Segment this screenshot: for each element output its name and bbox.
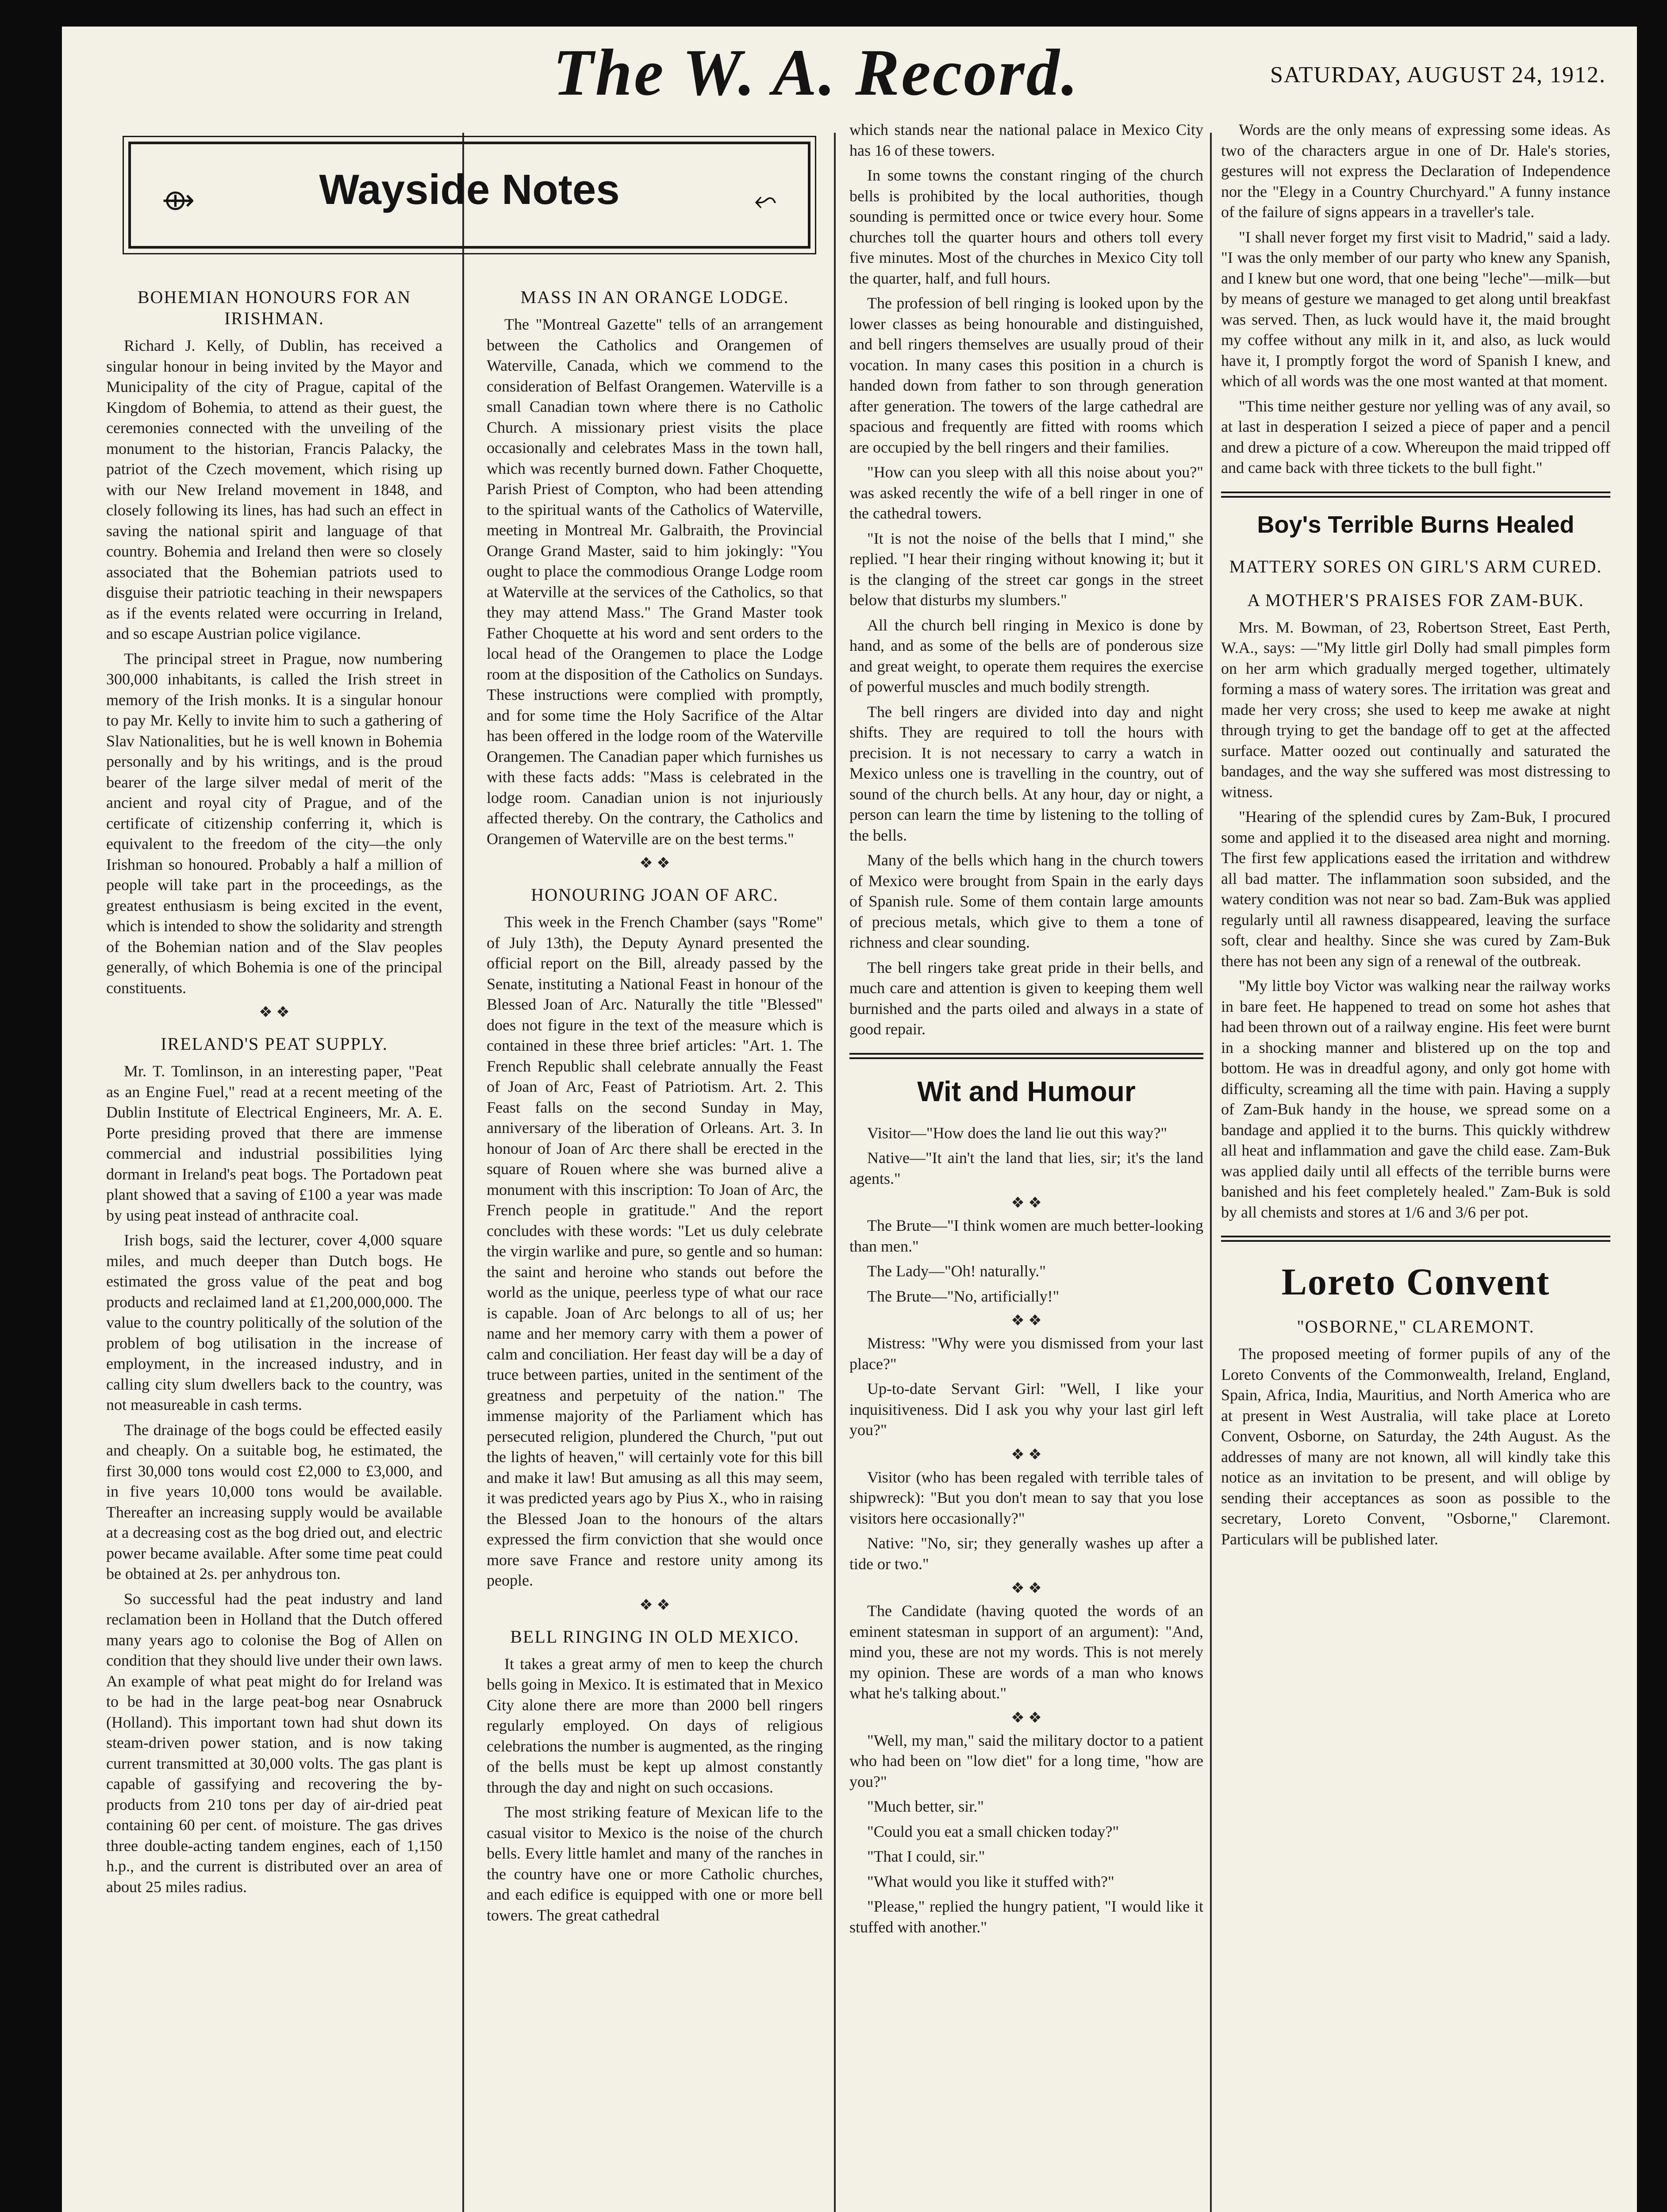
column-4 [1221,119,1610,1554]
separator-ornament: ❖ ❖ [639,1597,670,1613]
article-heading: MASS IN AN ORANGE LODGE. [520,287,789,307]
arrow-ornament-icon: ⬿ [754,184,777,217]
column-rule [462,133,464,2212]
article-paragraph: Mr. T. Tomlinson, in an interesting paper, "Peat as an Engine Fuel," read at a recent meeting of the Dublin Institute of Electrical Engineers, Mr. A. E. Porte presiding proved that there are immense commercial and industrial possibilities lying dormant in Ireland's peat bogs. The Portadown peat plant showed that a saving of £100 a year was made by using peat instead of anthracite coal. [106,1062,442,1224]
newspaper-page [62,27,1637,2212]
separator-ornament: ❖ ❖ [1011,1313,1042,1329]
separator-ornament: ❖ ❖ [1011,1446,1042,1463]
article-heading: MATTERY SORES ON GIRL'S ARM CURED. [1229,556,1602,576]
section-divider [849,1053,1203,1059]
article-paragraph: This week in the French Chamber (says "Rome" of July 13th), the Deputy Aynard presented the official report on the Bill, already passed by the Senate, instituting a National Feast in honour of the Blessed Joan of Arc. Naturally the title "Blessed" does not figure in the text of the measure which is contained in these three brief articles: "Art. 1. The French Republic shall celebrate annually the Feast of Joan of Arc, Feast of Patriotism. Art. 2. This Feast falls on the second Sunday in May, anniversary of the liberation of Orleans. Art. 3. In honour of Joan of Arc there shall be erected in the square of Rouen where she was burned alive a monument with this inscription: To Joan of Arc, the French people in gratitude." And the report concludes with these words: "Let us duly celebrate the virgin warlike and pure, so gentle and so human: the saint and heroine who stands out before the world as the unique, peerless type of what our race is capable. Joan of Arc belongs to all of us; her name and her memory carry with them a power of calm and conciliation. Her feast day will be a day of truce between parties, united in the sentiment of the greatness and perpetuity of the nation." The immense majority of the Parliament which has persecuted religion, plundered the Church, "put out the lights of heaven," will certainly vote for this bill and make it law! But amusing as all this may seem, it was predicted years ago by Pius X., who in raising the Blessed Joan to the honours of the altars expressed the firm conviction that she would once more save France and restore unity among its people. [487,913,823,1589]
section-title: Wayside Notes [319,166,620,213]
joke-line: "Could you eat a small chicken today?" [867,1822,1119,1840]
issue-date: SATURDAY, AUGUST 24, 1912. [1270,62,1606,88]
article-paragraph: All the church bell ringing in Mexico is done by hand, and as some of the bells are of ponderous size and great weight, to operate them requires the exercise of powerful muscles and much bodily strength. [849,616,1203,695]
joke-line: "That I could, sir." [867,1847,985,1865]
article-paragraph: Words are the only means of expressing some ideas. As two of the characters argue in one of Dr. Hale's stories, gestures will not express the Declaration of Independence nor the "Elegy in a Country Churchyard." A funny instance of the failure of signs appears in a traveller's tale. [1221,121,1610,221]
column-1 [106,274,442,1901]
joke-line: "Much better, sir." [867,1797,984,1815]
article-paragraph: The bell ringers take great pride in their bells, and much care and attention is given to keeping them well burnished and the parts oiled and always in a state of good repair. [849,958,1203,1038]
wayside-notes-banner [128,142,810,249]
article-paragraph: Mrs. M. Bowman, of 23, Robertson Street, East Perth, W.A., says: —"My little girl Dolly had small pimples form on her arm which gradually merged together, ultimately forming a mass of watery sores. The irritation was great and made her very cross; she used to keep me awake at night through trying to get the bandage off to get at the affected surface. Matter oozed out continually and saturated the bandages, and the way she suffered was most distressing to witness. [1221,618,1610,801]
article-heading: IRELAND'S PEAT SUPPLY. [161,1034,388,1054]
article-paragraph: So successful had the peat industry and land reclamation been in Holland that the Dutch offered many years ago to colonise the Bog of Allen on condition that they should live under their own laws. An example of what peat might do for Ireland was to be had in the large peat-bog near Osnabruck (Holland). This important town had shut down its steam-driven power station, and is now taking current transmitted at 30,000 volts. The gas plant is capable of gassifying and recovering the by-products from 210 tons per day of air-dried peat containing 60 per cent. of moisture. The gas drives three double-acting tandem engines, each of 1,150 h.p., and the current is distributed over an area of about 25 miles radius. [106,1590,442,1896]
joke-line: Up-to-date Servant Girl: "Well, I like your inquisitiveness. Did I ask you why your last girl left you?" [849,1380,1203,1439]
newspaper-title: The W. A. Record. [553,36,1080,109]
article-heading: "OSBORNE," CLAREMONT. [1297,1317,1535,1336]
article-paragraph: The principal street in Prague, now numbering 300,000 inhabitants, is called the Irish street in memory of the Irish monks. It is a singular honour to pay Mr. Kelly to invite him to such a gathering of Slav Nationalities, but he is well known in Bohemia personally and by his writings, and is the proud bearer of the large silver medal of merit of the ancient and royal city of Prague, and of the certificate of citizenship conferring it, which is equivalent to the freedom of the city—the only Irishman so honoured. Probably a half a million of people will take part in the proceedings, as the greatest enthusiasm is being excited in the event, which is intended to show the solidarity and strength of the Bohemian nation and of the Slav peoples generally, of which Bohemia is one of the principal constituents. [106,649,442,997]
joke-line: "Well, my man," said the military doctor to a patient who had been on "low diet" for a long time, "how are you?" [849,1731,1203,1790]
separator-ornament: ❖ ❖ [1011,1195,1042,1211]
joke-line: "Please," replied the hungry patient, "I would like it stuffed with another." [849,1897,1203,1936]
article-heading: HONOURING JOAN OF ARC. [531,885,779,905]
article-paragraph: Richard J. Kelly, of Dublin, has received a singular honour in being invited by the Mayor and Municipality of the city of Prague, capital of the Kingdom of Bohemia, to attend as their guest, the ceremonies connected with the unveiling of the monument to the historian, Francis Palacky, the patriot of the Czech movement, which rising up with our New Ireland movement in 1848, and closely following its lines, has had such an effect in saving the national spirit and language of that country. Bohemia and Ireland then were so closely associated that the Bohemian patriots used to disguise their patriotic teaching in their newspapers as if the events related were occurring in Ireland, and so escape Austrian police vigilance. [106,337,442,642]
article-paragraph: Irish bogs, said the lecturer, cover 4,000 square miles, and much deeper than Dutch bogs. He estimated the gross value of the peat and bog products and reclaimed land at £1,200,000,000. The value to the country politically of the solution of the problem of bog utilisation in the increase of employment, in the increased industry, and in calling city slum dwellers back to the country, was not measureable in cash terms. [106,1231,442,1413]
section-divider [1221,1236,1610,1242]
joke-line: The Candidate (having quoted the words of an eminent statesman in support of an argument): "And, mind you, these are not my words. This is not merely my opinion. These are words of a man who knows what he's talking about." [849,1602,1203,1702]
article-paragraph: The profession of bell ringing is looked upon by the lower classes as being honourable and distinguished, and bell ringers themselves are usually proud of their vocation. In many cases this position in a church is handed down from father to son through generation after generation. The towers of the large cathedral are spacious and frequently are fitted with rooms which are occupied by the bell ringers and their families. [849,294,1203,456]
article-paragraph: It takes a great army of men to keep the church bells going in Mexico. It is estimated that in Mexico City alone there are more than 2000 bell ringers regularly employed. On days of religious celebrations the number is augmented, as the ringing of the bells must be kept up almost constantly through the day and night on such occasions. [487,1655,823,1796]
joke-line: Native—"It ain't the land that lies, sir; it's the land agents." [849,1149,1203,1187]
article-heading: A MOTHER'S PRAISES FOR ZAM-BUK. [1247,590,1584,610]
article-paragraph: "How can you sleep with all this noise about you?" was asked recently the wife of a bell ringer in one of the cathedral towers. [849,463,1203,522]
joke-line: The Brute—"No, artificially!" [867,1287,1060,1305]
article-paragraph: which stands near the national palace in Mexico City has 16 of these towers. [849,121,1203,159]
joke-line: The Lady—"Oh! naturally." [867,1262,1046,1280]
article-heading: BOHEMIAN HONOURS FOR AN IRISHMAN. [137,287,411,328]
article-paragraph: The proposed meeting of former pupils of any of the Loreto Convents of the Commonwealth, Ireland, England, Spain, Africa, India, Mauritius, and North America who are at present in West Australia, will take place at Loreto Convent, Osborne, on Saturday, the 24th August. As the addresses of many are not known, all will kindly take this notice as an invitation to be present, and will oblige by sending their acceptances as soon as possible to the secretary, Loreto Convent, "Osborne," Claremont. Particulars will be published later. [1221,1345,1610,1548]
article-paragraph: The bell ringers are divided into day and night shifts. They are required to toll the hours with precision. It is not necessary to carry a watch in Mexico unless one is travelling in the country, out of sound of the church bells. At any hour, day or night, a person can learn the time by listening to the tolling of the bells. [849,703,1203,844]
advertisement-title: Boy's Terrible Burns Healed [1257,511,1575,538]
joke-line: "What would you like it stuffed with?" [867,1872,1114,1890]
article-paragraph: "It is not the noise of the bells that I mind," she replied. "I hear their ringing without knowing it; but it is the clanging of the street car gongs in the street below that disturbs my slumbers." [849,529,1203,609]
joke-line: The Brute—"I think women are much better-looking than men." [849,1217,1203,1255]
column-rule [834,133,836,2212]
separator-ornament: ❖ ❖ [1011,1580,1042,1597]
article-paragraph: Many of the bells which hang in the church towers of Mexico were brought from Spain in the early days of Spanish rule. Some of them contain large amounts of precious metals, which give to them a tone of richness and clear sounding. [849,851,1203,951]
article-paragraph: "My little boy Victor was walking near the railway works in bare feet. He happened to tread on some hot ashes that had been thrown out of a railway engine. His feet were burnt in a shocking manner and blistered up on the top and bottom. He was in dreadful agony, and only got home with difficulty, screaming all the time with pain. Having a supply of Zam-Buk handy in the house, we spread some on a bandage and applied it to the burns. This quickly withdrew all heat and inflammation and gave the child ease. Zam-Buk was applied daily until all effects of the terrible burns were banished and his feet completely healed." Zam-Buk is sold by all chemists and stores at 1/6 and 3/6 per pot. [1221,977,1610,1221]
separator-ornament: ❖ ❖ [1011,1709,1042,1726]
column-rule [1210,133,1212,2212]
section-divider [1221,492,1610,498]
joke-line: Visitor (who has been regaled with terrible tales of shipwreck): "But you don't mean to say that you lose visitors here occasionally?" [849,1468,1203,1527]
article-paragraph: The "Montreal Gazette" tells of an arrangement between the Catholics and Orangemen of Waterville, Canada, which we commend to the consideration of Belfast Orangemen. Waterville is a small Canadian town where there is no Catholic Church. A missionary priest visits the place occasionally and celebrates Mass in the town hall, which was recently burned down. Father Choquette, Parish Priest of Compton, who had been attending to the spiritual wants of the Catholics of Waterville, meeting in Montreal Mr. Galbraith, the Provincial Orange Grand Master, said to him jokingly: "You ought to place the commodious Orange Lodge room at Waterville at the services of the Catholics, so that they may attend Mass." The Grand Master took Father Choquette at his word and sent orders to the local head of the Orangemen to place the Lodge room at the disposition of the Catholics on Sundays. These instructions were complied with promptly, and for some time the Holy Sacrifice of the Altar has been offered in the lodge room of the Waterville Orangemen. The Canadian paper which furnishes us with these facts adds: "Mass is celebrated in the lodge room. Canadian union is not injuriously affected thereby. On the contrary, the Catholics and Orangemen of Waterville are on the best terms." [487,315,823,848]
masthead [62,27,1637,124]
column-3 [849,119,1203,1942]
separator-ornament: ❖ ❖ [639,855,670,872]
article-paragraph: The most striking feature of Mexican life to the casual visitor to Mexico is the noise of the church bells. Every little hamlet and many of the ranches in the country have one or more Catholic churches, and each edifice is equipped with one or more bell towers. The great cathedral [487,1803,823,1924]
joke-line: Native: "No, sir; they generally washes up after a tide or two." [849,1534,1203,1573]
joke-line: Visitor—"How does the land lie out this way?" [867,1124,1168,1142]
arrow-ornament-icon: ⟴ [162,184,195,217]
article-paragraph: The drainage of the bogs could be effected easily and cheaply. On a suitable bog, he estimated, the first 30,000 tons would cost £2,000 to £3,000, and in five years 10,000 tons would be available. Thereafter an increasing supply would be available at a decreasing cost as the bog dried out, and electric power became available. After some time peat could be obtained at 2s. per anhydrous ton. [106,1421,442,1582]
article-paragraph: "I shall never forget my first visit to Madrid," said a lady. "I was the only member of our party who knew any Spanish, and I knew but one word, that one being "leche"—milk—but by means of gesture we managed to get along until breakfast was served. Then, as luck would have it, the maid brought my coffee without any milk in it, and also, as luck would have it, I promptly forgot the word of Spanish I knew, and which of all words was the one most wanted at that moment. [1221,228,1610,390]
section-title: Wit and Humour [917,1075,1136,1107]
article-paragraph: "This time neither gesture nor yelling was of any avail, so at last in desperation I seized a piece of paper and a pencil and drew a picture of a cow. Whereupon the maid tripped off and came back with three tickets to the bull fight." [1221,397,1610,476]
column-2 [487,274,823,1930]
article-heading: BELL RINGING IN OLD MEXICO. [510,1626,799,1647]
article-paragraph: In some towns the constant ringing of the church bells is prohibited by the local authorities, though sounding is permitted once or twice every hour. Some churches toll the quarter hours and others toll every five minutes. Most of the churches in Mexico City toll the quarter, half, and full hours. [849,166,1203,287]
notice-title: Loreto Convent [1281,1260,1550,1303]
article-paragraph: "Hearing of the splendid cures by Zam-Buk, I procured some and applied it to the diseased area night and morning. The first few applications eased the irritation and withdrew all bad matter. The inflammation soon subsided, and the watery condition was not near so bad. Zam-Buk was applied regularly until all rawness disappeared, leaving the surface soft, clear and healthy. Since she was cured by Zam-Buk there has not been any sign of a renewal of the outbreak. [1221,808,1610,970]
joke-line: Mistress: "Why were you dismissed from your last place?" [849,1334,1203,1373]
separator-ornament: ❖ ❖ [259,1004,290,1021]
